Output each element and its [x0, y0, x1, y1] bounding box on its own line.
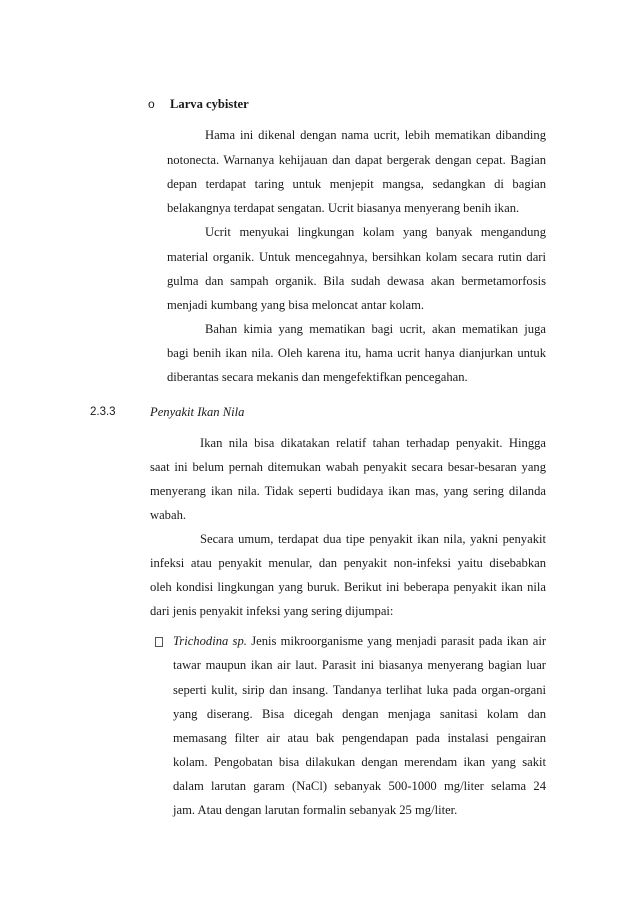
- text-line: menyerang ikan nila. Tidak seperti budidaya ikan mas, yang sering dilanda: [150, 484, 546, 498]
- text-line: material organik. Untuk mencegahnya, bersihkan kolam secara rutin dari: [167, 250, 546, 264]
- list-bullet-square-icon: [155, 637, 163, 647]
- text-line: yang diserang. Bisa dicegah dengan menjaga sanitasi kolam dan: [173, 707, 546, 721]
- text-line: jam. Atau dengan larutan formalin sebanyak 25 mg/liter.: [173, 803, 458, 817]
- section-title: Penyakit Ikan Nila: [150, 405, 245, 419]
- text-line: diberantas secara mekanis dan mengefektifkan pencegahan.: [167, 370, 468, 384]
- text-line: tawar maupun ikan air laut. Parasit ini biasanya menyerang bagian luar: [173, 658, 546, 672]
- list-item-first-line: [173, 634, 546, 648]
- text-line: oleh kondisi lingkungan yang buruk. Berikut ini beberapa penyakit ikan nila: [150, 580, 546, 594]
- text-line: infeksi atau penyakit menular, dan penyakit non-infeksi yaitu disebabkan: [150, 556, 546, 570]
- text-line: Hama ini dikenal dengan nama ucrit, lebih mematikan dibanding: [205, 128, 546, 142]
- text-line: Ucrit menyukai lingkungan kolam yang banyak mengandung: [205, 225, 546, 239]
- text-line: dalam larutan garam (NaCl) sebanyak 500-1000 mg/liter selama 24: [173, 779, 546, 793]
- text-line: seperti kulit, sirip dan insang. Tandanya terlihat luka pada organ-organi: [173, 683, 546, 697]
- text-line: memasang filter air atau bak pengendapan pada instalasi pengairan: [173, 731, 546, 745]
- text-line: saat ini belum pernah ditemukan wabah penyakit secara besar-besaran yang: [150, 460, 546, 474]
- text-line: Ikan nila bisa dikatakan relatif tahan terhadap penyakit. Hingga: [200, 436, 546, 450]
- text-line: kolam. Pengobatan bisa dilakukan dengan merendam ikan yang sakit: [173, 755, 546, 769]
- list-bullet-circle: o: [148, 97, 155, 111]
- text-line: depan terdapat taring untuk menjepit mangsa, sedangkan di bagian: [167, 177, 546, 191]
- text-line: bagi benih ikan nila. Oleh karena itu, hama ucrit hanya dianjurkan untuk: [167, 346, 546, 360]
- text-line: belakangnya terdapat sengatan. Ucrit biasanya menyerang benih ikan.: [167, 201, 520, 215]
- text-line: wabah.: [150, 508, 187, 522]
- list-item-term: Trichodina sp.: [173, 634, 247, 648]
- text-line: menjadi kumbang yang bisa meloncat antar kolam.: [167, 298, 425, 312]
- text-line: dari jenis penyakit infeksi yang sering dijumpai:: [150, 604, 394, 618]
- section-number: 2.3.3: [90, 406, 116, 418]
- text-line: Secara umum, terdapat dua tipe penyakit ikan nila, yakni penyakit: [200, 532, 546, 546]
- list-item-text: Jenis mikroorganisme yang menjadi parasit pada ikan air: [246, 634, 547, 648]
- text-line: Bahan kimia yang mematikan bagi ucrit, akan mematikan juga: [205, 322, 546, 336]
- text-line: notonecta. Warnanya kehijauan dan dapat bergerak dengan cepat. Bagian: [167, 153, 546, 167]
- text-line: gulma dan sampah organik. Bila sudah dewasa akan bermetamorfosis: [167, 274, 546, 288]
- sub-heading: Larva cybister: [170, 97, 249, 111]
